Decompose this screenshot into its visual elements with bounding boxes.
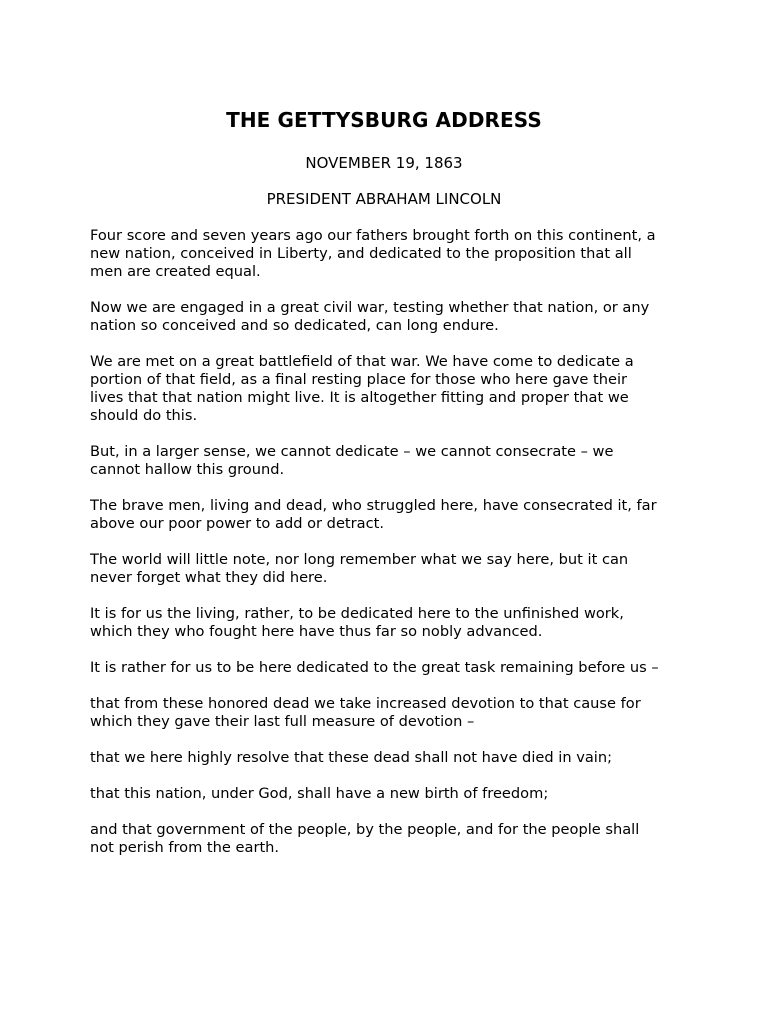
paragraph-line: which they gave their last full measure of devotion – xyxy=(90,713,475,730)
paragraph-line: portion of that field, as a final resting place for those who here gave their xyxy=(90,371,628,388)
paragraph-line: We are met on a great battlefield of that war. We have come to dedicate a xyxy=(90,353,634,370)
paragraph-line: that from these honored dead we take increased devotion to that cause for xyxy=(90,695,641,712)
paragraph xyxy=(90,227,690,281)
document-date: NOVEMBER 19, 1863 xyxy=(305,154,463,172)
paragraph-line: It is for us the living, rather, to be dedicated here to the unfinished work, xyxy=(90,605,624,622)
paragraph xyxy=(90,551,690,587)
document-body xyxy=(90,227,690,875)
paragraph xyxy=(90,821,690,857)
paragraph-line: Now we are engaged in a great civil war, testing whether that nation, or any xyxy=(90,299,650,316)
paragraph-line: new nation, conceived in Liberty, and dedicated to the proposition that all xyxy=(90,245,632,262)
paragraph xyxy=(90,353,690,425)
paragraph-line: that we here highly resolve that these dead shall not have died in vain; xyxy=(90,749,613,766)
paragraph-line: nation so conceived and so dedicated, can long endure. xyxy=(90,317,499,334)
paragraph-line: and that government of the people, by the people, and for the people shall xyxy=(90,821,640,838)
paragraph xyxy=(90,749,690,767)
paragraph-line: not perish from the earth. xyxy=(90,839,280,856)
paragraph xyxy=(90,605,690,641)
paragraph-line: The brave men, living and dead, who struggled here, have consecrated it, far xyxy=(90,497,657,514)
paragraph-line: above our poor power to add or detract. xyxy=(90,515,384,532)
paragraph xyxy=(90,659,690,677)
paragraph-line: which they who fought here have thus far so nobly advanced. xyxy=(90,623,543,640)
paragraph-line: that this nation, under God, shall have a new birth of freedom; xyxy=(90,785,549,802)
document-author: PRESIDENT ABRAHAM LINCOLN xyxy=(266,190,502,208)
paragraph-line: should do this. xyxy=(90,407,198,424)
paragraph-line: men are created equal. xyxy=(90,263,261,280)
paragraph-line: Four score and seven years ago our fathers brought forth on this continent, a xyxy=(90,227,656,244)
paragraph-line: But, in a larger sense, we cannot dedicate – we cannot consecrate – we xyxy=(90,443,614,460)
paragraph-line: cannot hallow this ground. xyxy=(90,461,285,478)
paragraph-line: It is rather for us to be here dedicated to the great task remaining before us – xyxy=(90,659,659,676)
paragraph-line: lives that that nation might live. It is altogether fitting and proper that we xyxy=(90,389,629,406)
paragraph-line: never forget what they did here. xyxy=(90,569,328,586)
paragraph xyxy=(90,443,690,479)
paragraph xyxy=(90,695,690,731)
paragraph xyxy=(90,497,690,533)
paragraph xyxy=(90,299,690,335)
document-title: THE GETTYSBURG ADDRESS xyxy=(226,108,542,132)
paragraph xyxy=(90,785,690,803)
paragraph-line: The world will little note, nor long remember what we say here, but it can xyxy=(90,551,629,568)
